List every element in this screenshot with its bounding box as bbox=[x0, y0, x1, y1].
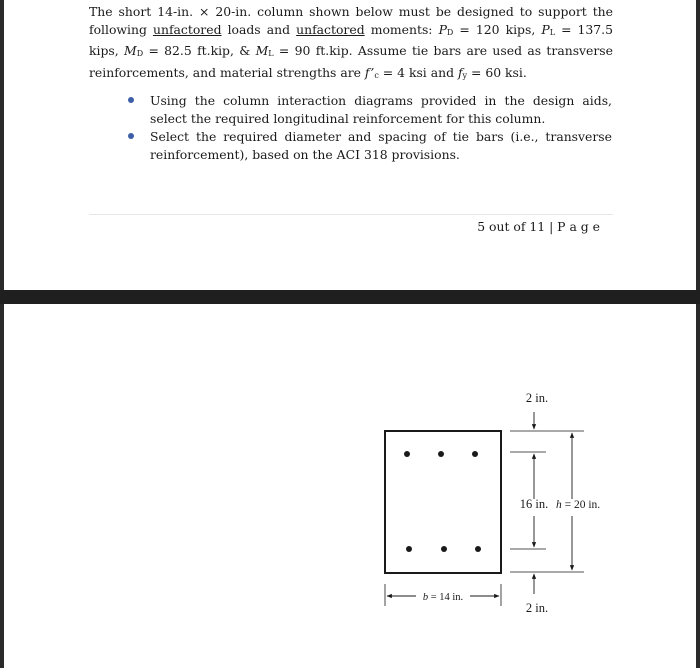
bullet-dot-icon bbox=[128, 97, 134, 103]
fc-symbol: f’ bbox=[364, 64, 375, 80]
height-value: = 20 in. bbox=[561, 499, 601, 511]
bottom-cover-label: 2 in. bbox=[525, 601, 549, 615]
md-symbol: M bbox=[124, 43, 137, 59]
column-section-figure bbox=[4, 304, 696, 668]
fy-symbol: f bbox=[457, 64, 463, 80]
task-list bbox=[128, 92, 612, 164]
pl-symbol: P bbox=[541, 22, 550, 38]
pd-subscript: D bbox=[446, 28, 454, 38]
rebar-dot bbox=[441, 546, 447, 552]
document-page-top bbox=[0, 0, 700, 290]
bullet-dot-icon bbox=[128, 133, 134, 139]
md-value: = 82.5 ft.kip, & bbox=[143, 43, 256, 59]
md-subscript: D bbox=[136, 49, 144, 59]
inner-depth-label: 16 in. bbox=[519, 497, 549, 511]
width-symbol: b bbox=[422, 592, 429, 603]
rebar-dot bbox=[404, 451, 410, 457]
rebar-dot bbox=[475, 546, 481, 552]
document-page-bottom bbox=[0, 304, 700, 668]
fy-subscript: y bbox=[462, 70, 468, 80]
ml-value: = 90 ft.kip. Assume tie bars are used as transverse reinforcements, and material strengths are bbox=[89, 43, 613, 80]
list-item bbox=[128, 92, 612, 128]
ml-subscript: L bbox=[268, 49, 274, 59]
task-text-2: Select the required diameter and spacing of tie bars (i.e., transverse reinforcement), based on the ACI 318 provisions. bbox=[150, 129, 612, 162]
height-label bbox=[556, 499, 600, 511]
page-number: 5 out of 11 | P a g e bbox=[477, 219, 600, 234]
ml-symbol: M bbox=[255, 43, 269, 59]
loads-and-text: loads and bbox=[221, 22, 297, 38]
problem-statement bbox=[89, 3, 613, 85]
rebar-dot bbox=[472, 451, 478, 457]
page-separator bbox=[0, 290, 700, 304]
fy-value: = 60 ksi. bbox=[467, 64, 527, 80]
moments-label: moments: bbox=[364, 22, 439, 38]
unfactored-word-2: unfactored bbox=[296, 22, 365, 38]
pl-value: = 137.5 kips, bbox=[89, 22, 613, 59]
rebar-dot bbox=[438, 451, 444, 457]
pl-subscript: L bbox=[549, 28, 555, 38]
list-item bbox=[128, 128, 612, 164]
fc-value: = 4 ksi and bbox=[378, 64, 458, 80]
fc-subscript: c bbox=[374, 70, 379, 80]
top-cover-label: 2 in. bbox=[525, 391, 549, 405]
task-text-1: Using the column interaction diagrams provided in the design aids, select the required longitudinal reinforcement for this column. bbox=[150, 93, 612, 126]
pd-value: = 120 kips, bbox=[453, 22, 542, 38]
intro-text: The short 14-in. × 20-in. column shown below must be designed to support the following bbox=[89, 4, 613, 38]
pd-symbol: P bbox=[438, 22, 447, 38]
unfactored-word-1: unfactored bbox=[153, 22, 222, 38]
width-label bbox=[423, 592, 463, 603]
height-symbol: h bbox=[556, 499, 562, 511]
footer-divider bbox=[89, 214, 613, 215]
width-value: = 14 in. bbox=[428, 592, 464, 603]
rebar-dot bbox=[406, 546, 412, 552]
